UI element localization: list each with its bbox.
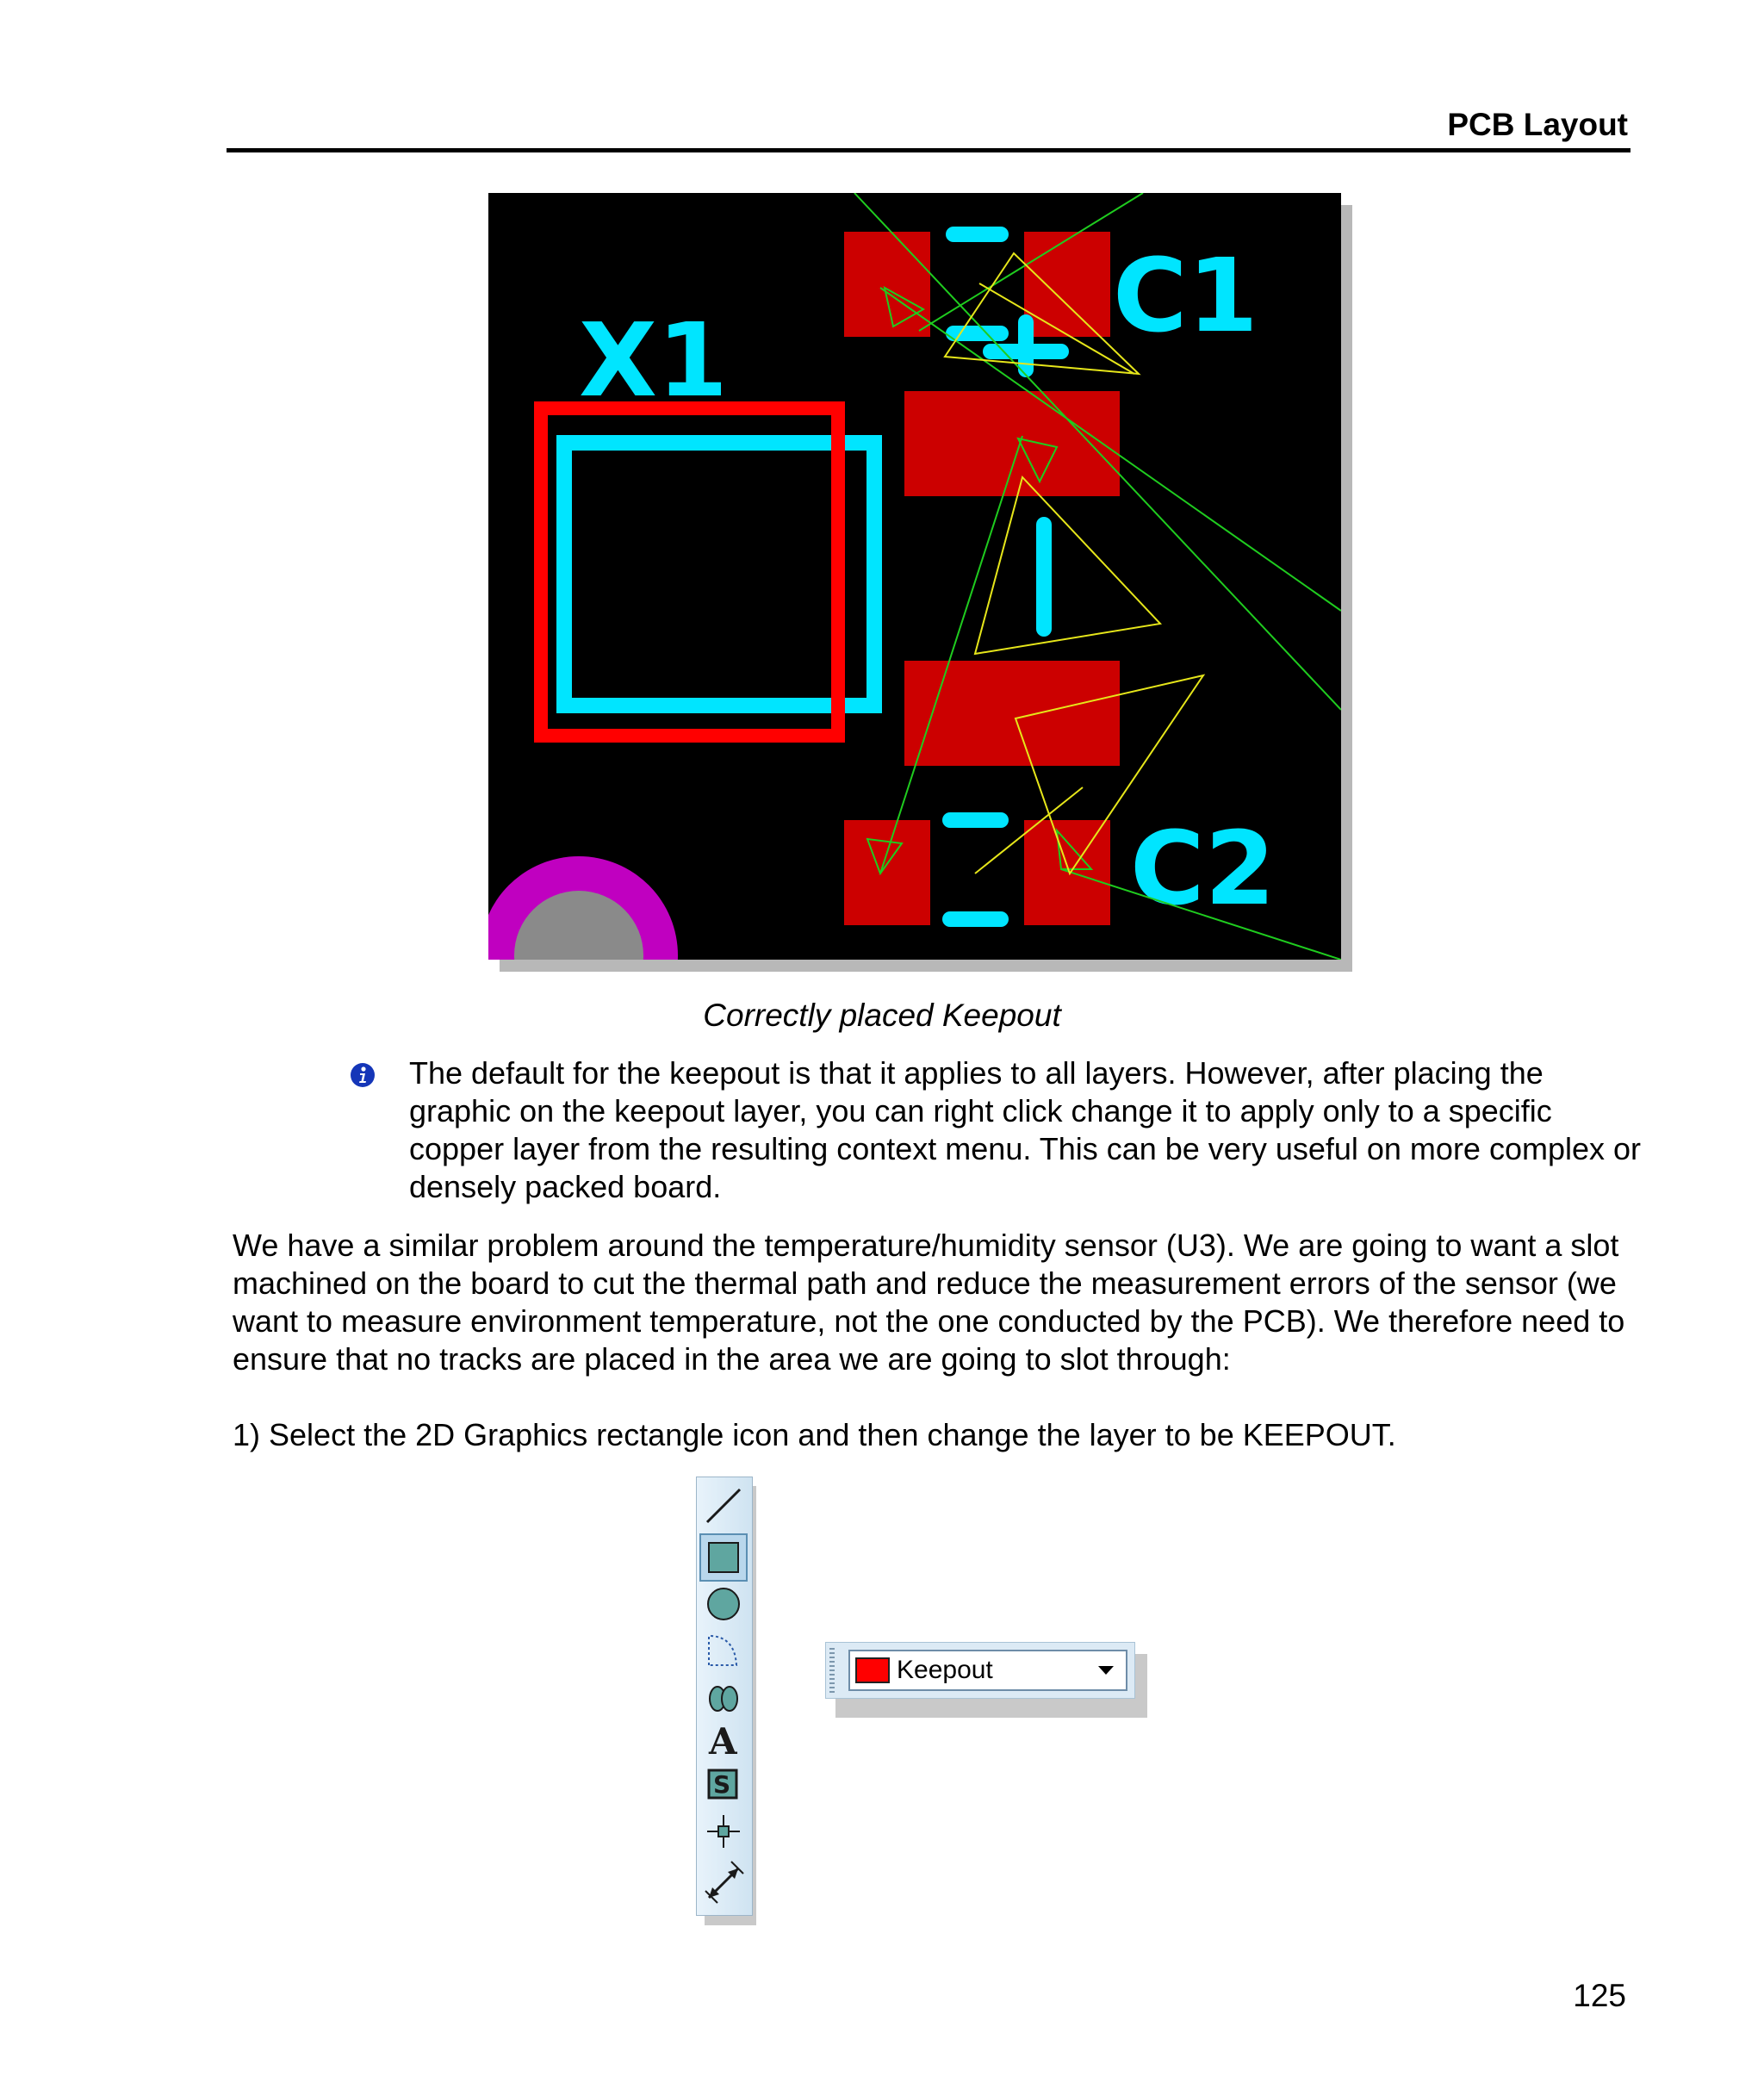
path-icon[interactable] — [710, 1687, 737, 1711]
graphics-toolbar — [696, 1477, 753, 1916]
info-note: The default for the keepout is that it applies to all layers. However, after placing the graphic on the keepout layer, you can right click change it to apply only to a specific copper layer from the resulting context menu. This can be very useful on more complex or densely packed board. — [409, 1055, 1642, 1204]
chevron-down-icon[interactable] — [1098, 1666, 1114, 1675]
figure-caption: Correctly placed Keepout — [703, 998, 1061, 1033]
layer-selector[interactable] — [848, 1650, 1127, 1691]
rectangle-icon[interactable] — [700, 1534, 747, 1581]
layer-toolbar — [825, 1642, 1135, 1699]
dimension-icon[interactable] — [705, 1862, 743, 1903]
layer-color-swatch — [855, 1657, 890, 1683]
line-icon[interactable] — [707, 1489, 740, 1522]
header-rule — [227, 148, 1630, 152]
page-number: 125 — [1573, 1978, 1626, 2013]
svg-text:S: S — [713, 1770, 731, 1799]
layer-selector-value: Keepout — [897, 1656, 993, 1684]
pad-x1-top — [904, 391, 1120, 496]
ratsnest-line — [880, 436, 1022, 874]
info-icon — [350, 1062, 376, 1088]
ratsnest-arrow — [975, 477, 1160, 654]
keepout-rectangle — [541, 408, 838, 736]
circle-icon[interactable] — [708, 1589, 739, 1620]
pad-c1-right — [1024, 232, 1110, 337]
c1-label: C1 — [1113, 236, 1258, 355]
x1-label: X1 — [579, 301, 729, 420]
pad-c2-left — [844, 820, 930, 925]
pad-x1-bottom — [904, 661, 1120, 766]
x1-outline — [564, 443, 874, 706]
svg-text:A: A — [709, 1720, 737, 1763]
c2-label: C2 — [1130, 809, 1276, 928]
symbol-icon[interactable] — [709, 1770, 736, 1799]
arc-icon[interactable] — [709, 1636, 736, 1665]
marker-icon[interactable] — [707, 1815, 740, 1848]
text-icon[interactable] — [708, 1720, 738, 1763]
pad-c2-right — [1024, 820, 1110, 925]
step-1: 1) Select the 2D Graphics rectangle icon and then change the layer to be KEEPOUT. — [233, 1417, 1396, 1452]
body-paragraph: We have a similar problem around the temperature/humidity sensor (U3). We are going to want a slot machined on the board to cut the thermal path and reduce the measurement errors of the sensor (we want to measure environment temperature, not the one conducted by the PCB). We therefore need to ensure that no tracks are placed in the area we are going to slot through: — [233, 1228, 1625, 1377]
running-header: PCB Layout — [1447, 107, 1628, 142]
pad-c1-left — [844, 232, 930, 337]
pcb-layout-screenshot — [488, 193, 1341, 960]
toolbar-grip[interactable] — [829, 1648, 835, 1693]
